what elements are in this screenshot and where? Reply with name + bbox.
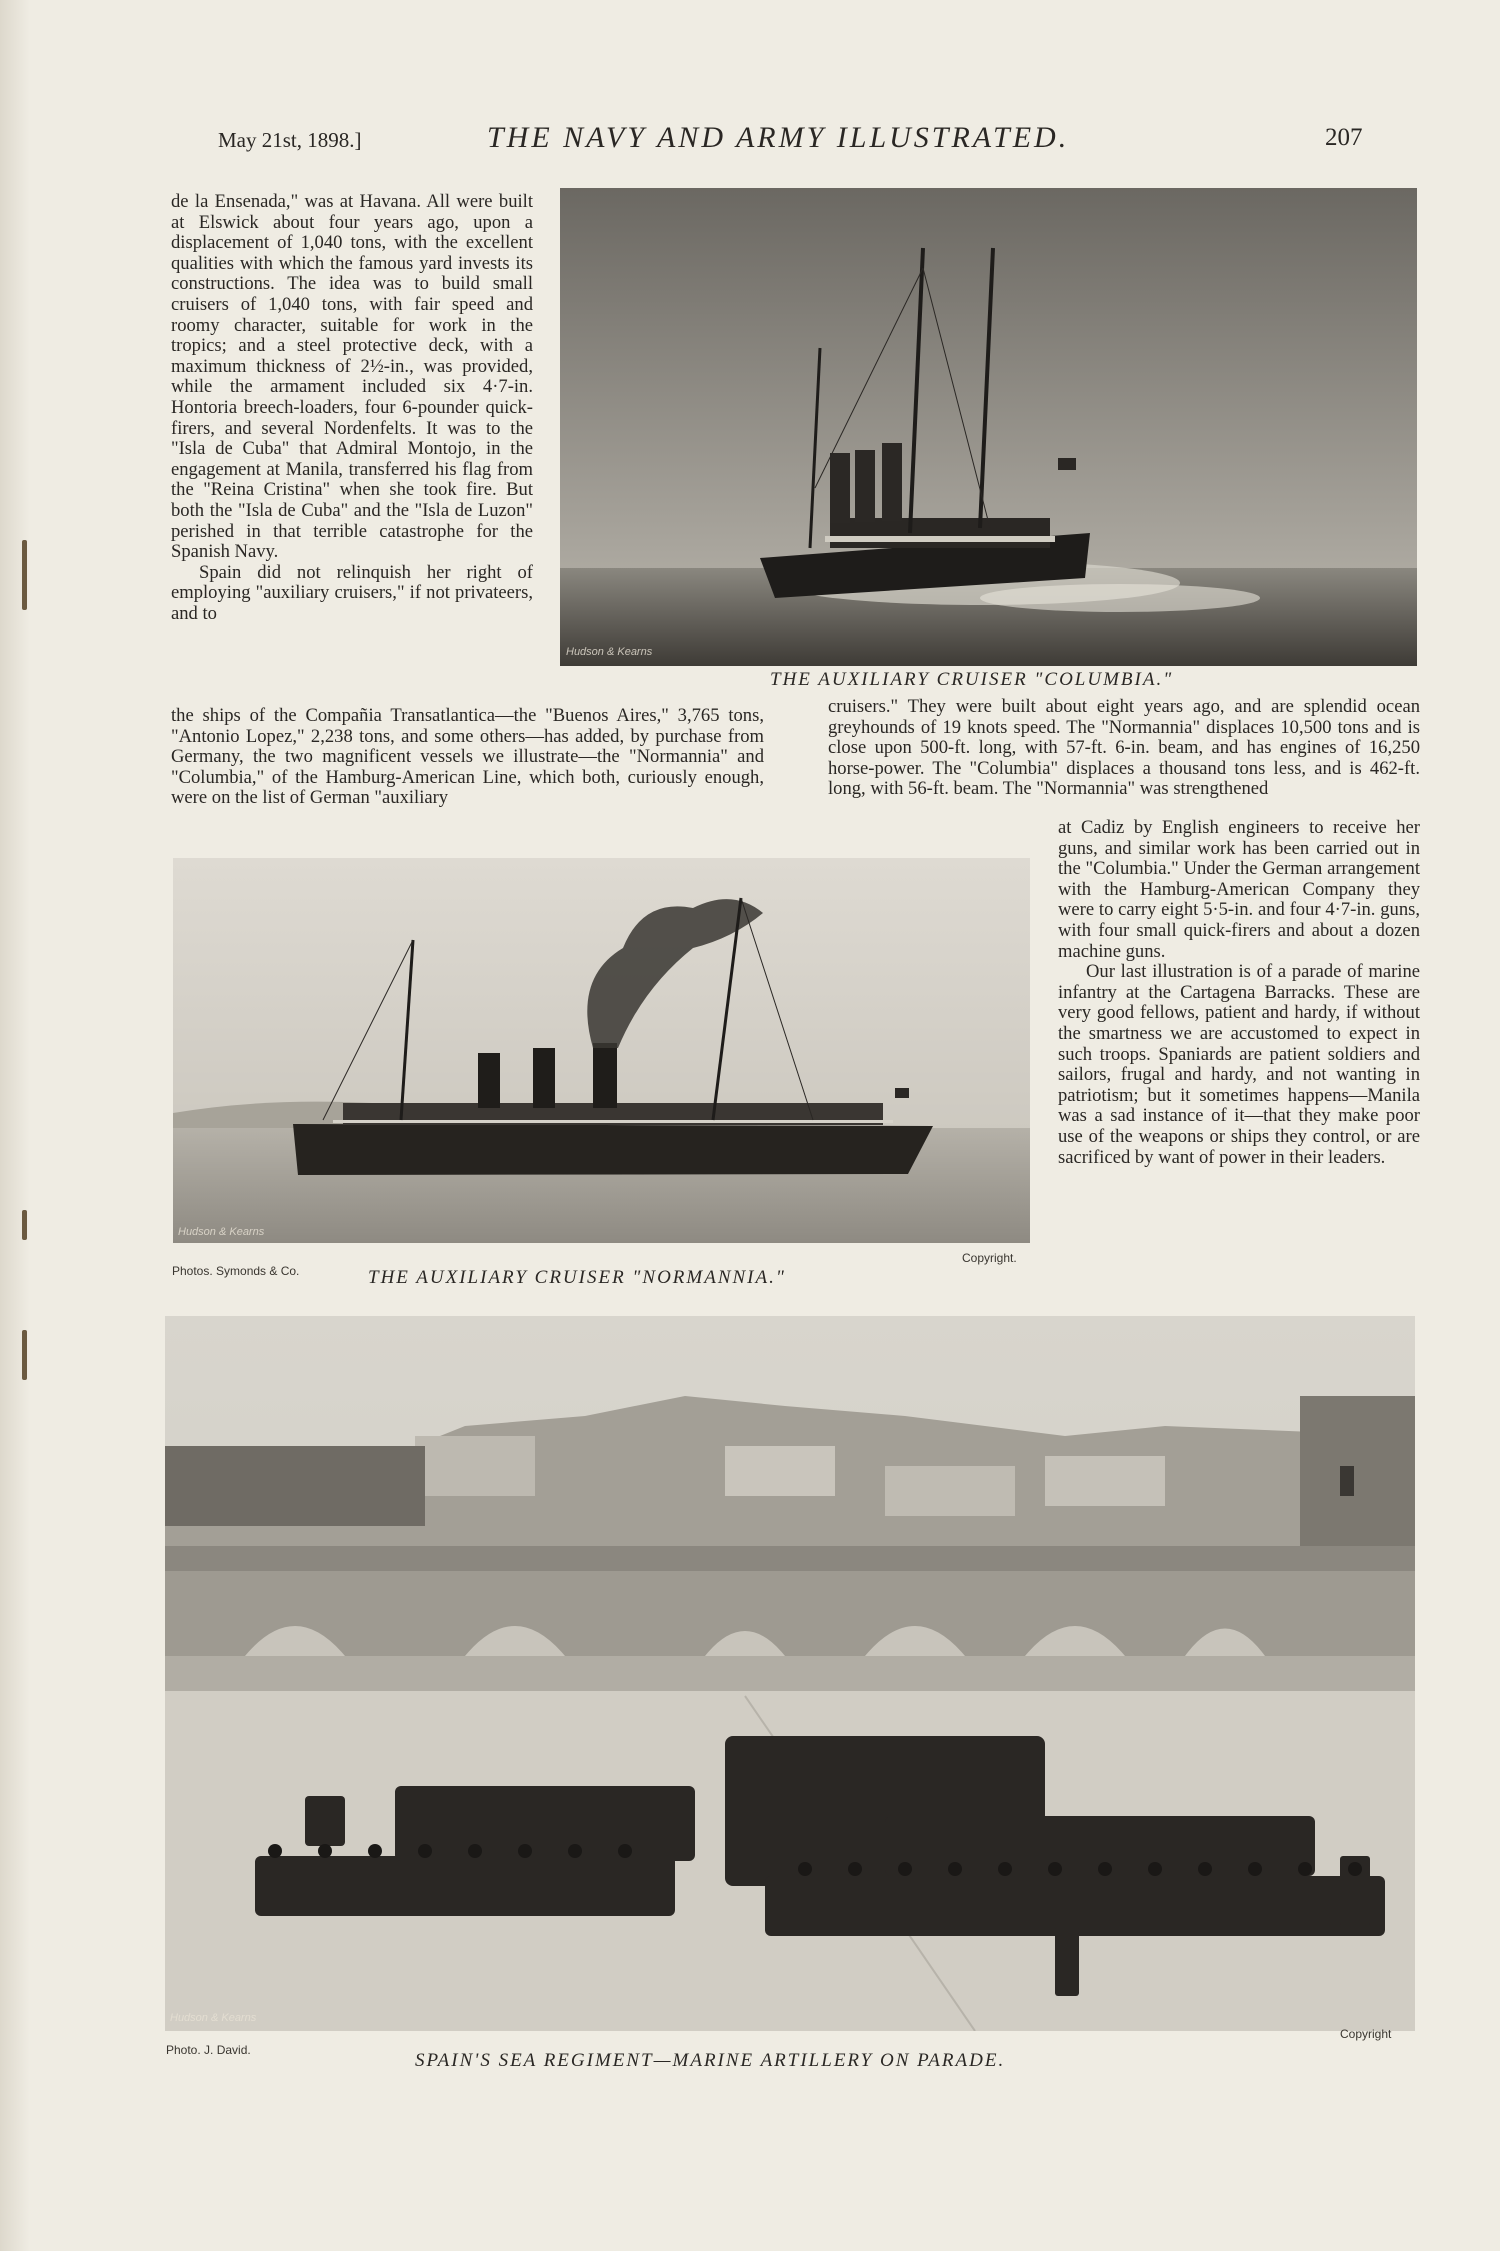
caption-parade: SPAIN'S SEA REGIMENT—MARINE ARTILLERY ON PARADE. [415, 2050, 1006, 2071]
binding-mark [22, 540, 27, 610]
caption-normannia: THE AUXILIARY CRUISER "NORMANNIA." [368, 1267, 786, 1288]
photo-watermark: Hudson & Kearns [566, 646, 653, 658]
page-number: 207 [1325, 124, 1363, 151]
photo-normannia [173, 858, 1030, 1243]
header-title: THE NAVY AND ARMY ILLUSTRATED. [487, 121, 1070, 154]
photo-watermark: Hudson & Kearns [170, 2012, 257, 2024]
article-column-1-wide [171, 706, 764, 809]
photo-watermark: Hudson & Kearns [178, 1226, 265, 1238]
photo-parade [165, 1316, 1415, 2031]
caption-columbia: THE AUXILIARY CRUISER "COLUMBIA." [770, 669, 1174, 690]
article-column-1-top [171, 192, 533, 624]
binding-mark [22, 1330, 27, 1380]
binding-mark [22, 1210, 27, 1240]
copyright-normannia: Copyright. [962, 1251, 1017, 1265]
columbia-ship-image [560, 188, 1417, 666]
copyright-parade: Copyright [1340, 2027, 1392, 2041]
normannia-ship-image [173, 858, 1030, 1243]
photo-credit-parade: Photo. J. David. [166, 2043, 251, 2057]
paragraph: cruisers." They were built about eight years ago, and are splendid ocean greyhounds of 19 knots speed. The "Normannia" displaces 10,500 tons and is close upon 500-ft. long, with 57-ft. 6-in. beam, and has engines of 16,250 horse-power. The "Columbia" displaces a thousand tons less, and is 462-ft. long, with 56-ft. beam. The "Normannia" was strengthened [828, 696, 1420, 800]
article-column-2-wide [828, 697, 1420, 800]
paragraph: Our last illustration is of a parade of marine infantry at the Cartagena Barracks. These are very good fellows, patient and hardy, if without the smartness we are accustomed to expect in such troops. Spaniards are patient soldiers and sailors, frugal and hardy, and not wanting in patriotism; but it sometimes happens—Manila was a sad instance of it—that they make poor use of the weapons or ships they control, or are sacrificed by want of power in their leaders. [1058, 961, 1420, 1168]
paragraph: at Cadiz by English engineers to receive her guns, and similar work has been carried out in the "Columbia." Under the German arrangement with the Hamburg-American Company they were to carry eight 5·5-in. and four 4·7-in. guns, with four small quick-firers and about a dozen machine guns. [1058, 817, 1420, 962]
article-column-2-narrow [1058, 818, 1420, 1168]
parade-image [165, 1316, 1415, 2031]
paragraph: de la Ensenada," was at Havana. All were built at Elswick about four years ago, upon a displacement of 1,040 tons, with the excellent qualities with which the famous yard invests its constructions. The idea was to build small cruisers of 1,040 tons, with fair speed and roomy character, suitable for work in the tropics; and a steel protective deck, with a maximum thickness of 2½-in., was provided, while the armament included six 4·7-in. Hontoria breech-loaders, four 6-pounder quick-firers, and several Nordenfelts. It was to the "Isla de Cuba" that Admiral Montojo, in the engagement at Manila, transferred his flag from the "Reina Cristina" when she took fire. But both the "Isla de Cuba" and the "Isla de Luzon" perished in that terrible catastrophe for the Spanish Navy. [171, 191, 533, 563]
header-date: May 21st, 1898.] [218, 128, 362, 152]
photo-credit-normannia: Photos. Symonds & Co. [172, 1264, 300, 1278]
photo-columbia [560, 188, 1417, 666]
paragraph: Spain did not relinquish her right of employing "auxiliary cruisers," if not privateers, and to [171, 561, 533, 624]
page-edge [0, 0, 30, 2251]
paragraph: the ships of the Compañia Transatlantica—the "Buenos Aires," 3,765 tons, "Antonio Lopez," 2,238 tons, and some others—has added, by purchase from Germany, the two magnificent vessels we illustrate—the "Normannia" and "Columbia," of the Hamburg-American Line, which both, curiously enough, were on the list of German "auxiliary [171, 705, 764, 809]
